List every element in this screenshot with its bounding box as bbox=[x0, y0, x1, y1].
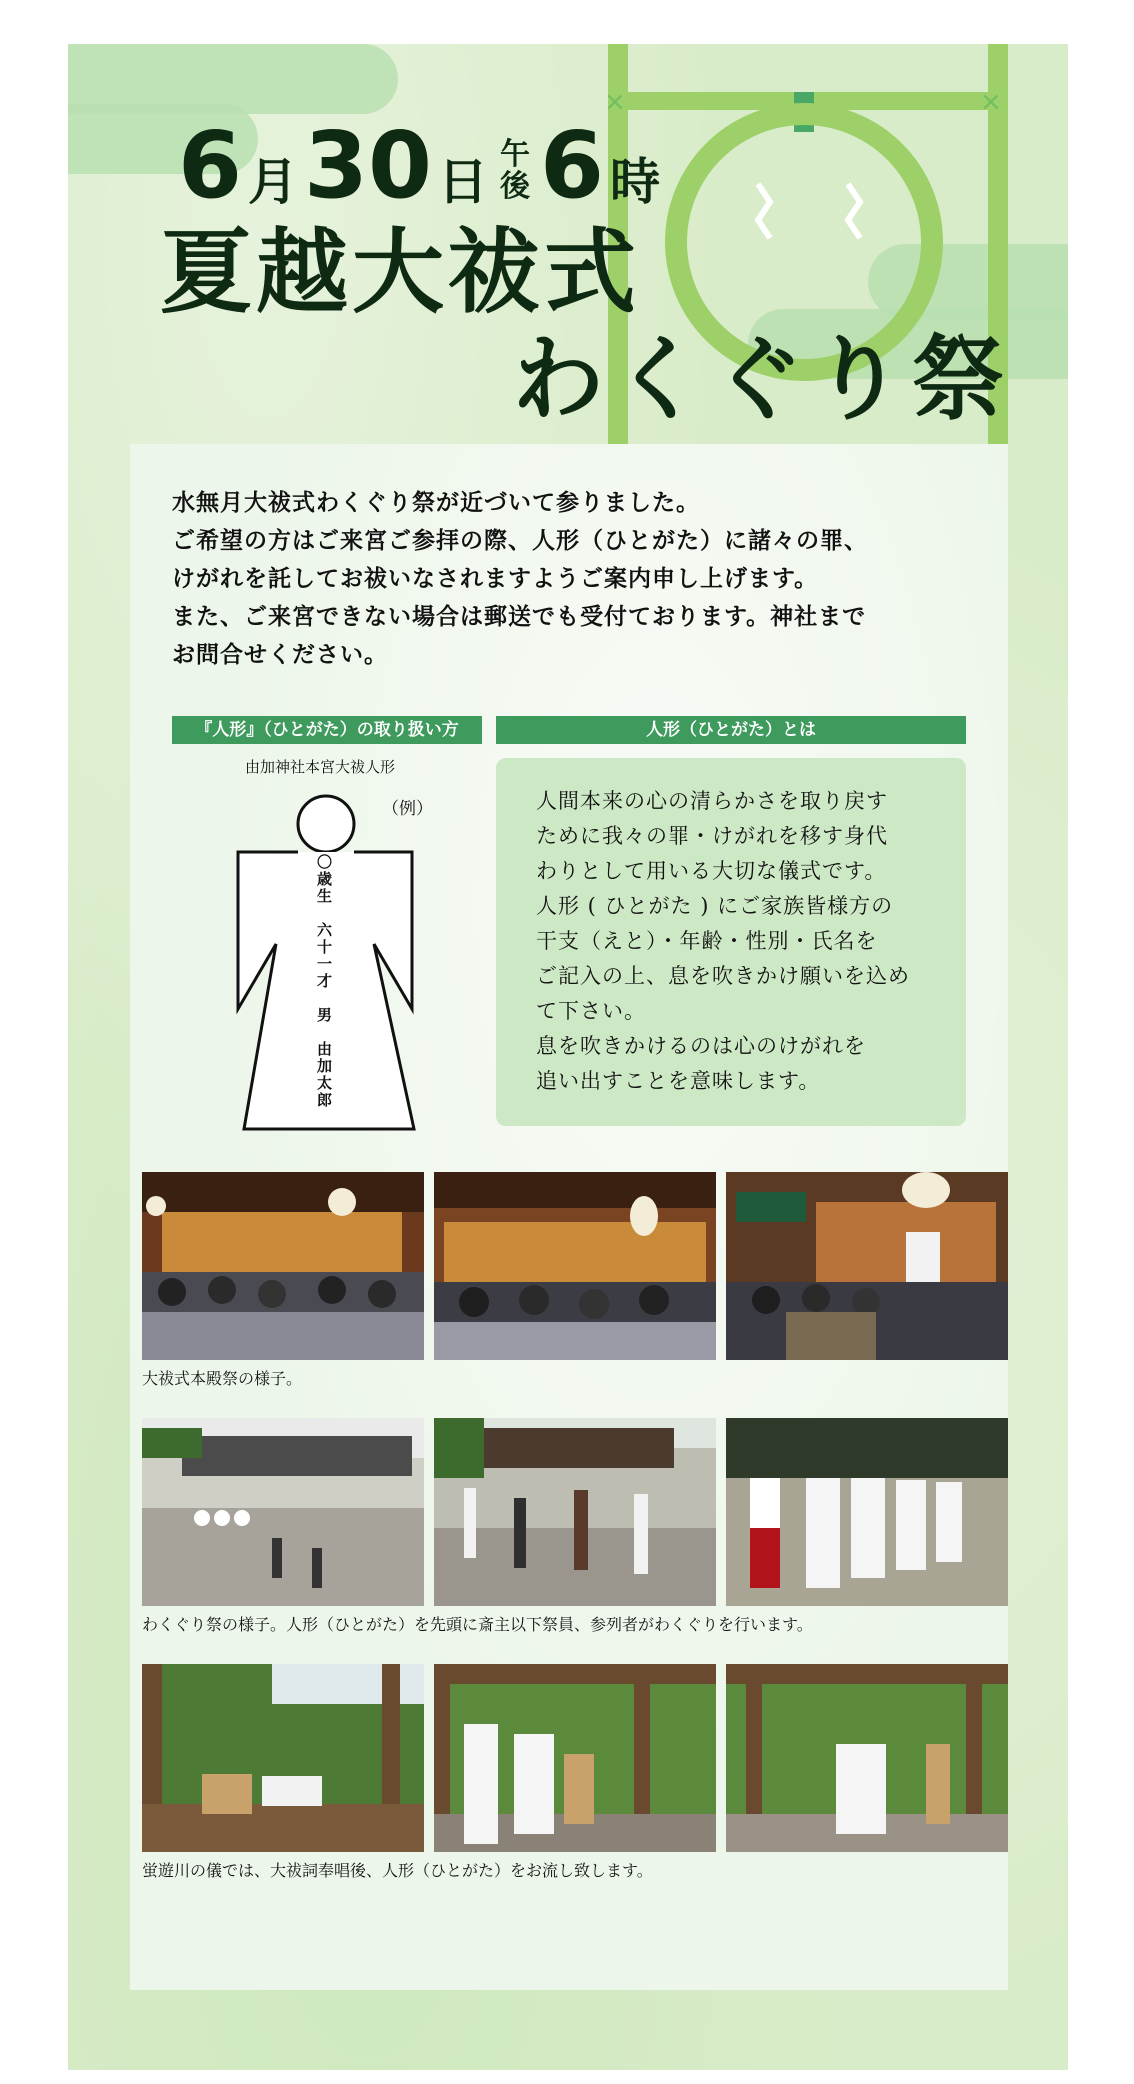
photo-row-wakuguri bbox=[142, 1418, 1008, 1606]
photo-river-altar bbox=[142, 1664, 424, 1852]
photo-river-priest-kneeling bbox=[726, 1664, 1008, 1852]
doll-example-text: 〇歳生 六十一才 男 由加太郎 bbox=[315, 854, 333, 1109]
photo-wakuguri-participants bbox=[434, 1418, 716, 1606]
about-header: 人形（ひとがた）とは bbox=[496, 716, 966, 744]
content-panel bbox=[130, 444, 1008, 1990]
photo-main-hall-worshippers bbox=[434, 1172, 716, 1360]
intro-text: 水無月大祓式わくぐり祭が近づいて参りました。 ご希望の方はご来宮ご参拝の際、人形（ひとがた）に諸々の罪、 けがれを託してお祓いなされますようご案内申し上げます。 また、ご来宮できない場合は郵送でも受付ております。神社まで お問合せください。 bbox=[172, 489, 868, 668]
photo-river-priests-bowing bbox=[434, 1664, 716, 1852]
photo-main-hall-ceremony bbox=[142, 1172, 424, 1360]
time-prefix: 午 後 bbox=[500, 137, 531, 204]
date-month: 6 bbox=[178, 112, 243, 219]
doll-caption: 由加神社本宮大祓人形 bbox=[245, 758, 396, 776]
svg-text:×: × bbox=[980, 87, 1002, 117]
svg-text:×: × bbox=[604, 87, 626, 117]
doll-example-label: （例） bbox=[382, 799, 433, 819]
caption-river-rite: 蛍遊川の儀では、大祓詞奉唱後、人形（ひとがた）をお流し致します。 bbox=[142, 1861, 653, 1880]
photo-row-river-rite bbox=[142, 1664, 1008, 1852]
event-date-time bbox=[178, 92, 661, 219]
photo-main-hall-priests bbox=[726, 1172, 1008, 1360]
handling-header: 『人形』（ひとがた）の取り扱い方 bbox=[172, 716, 482, 744]
caption-main-hall: 大祓式本殿祭の様子。 bbox=[142, 1369, 303, 1388]
date-month-unit: 月 bbox=[248, 152, 299, 211]
caption-wakuguri: わくぐり祭の様子。人形（ひとがた）を先頭に斎主以下祭員、参列者がわくぐりを行います。 bbox=[142, 1615, 813, 1634]
title-line-1: 夏越大祓式 bbox=[160, 218, 641, 326]
photo-row-main-hall bbox=[142, 1172, 1008, 1360]
poster bbox=[68, 44, 1068, 2070]
time-hour: 6 bbox=[540, 112, 605, 219]
about-description-box: 人間本来の心の清らかさを取り戻す ために我々の罪・けがれを移す身代 わりとして用いる大切な儀式です。 人形 ( ひとがた ) にご家族皆様方の 干支（えと）・年齢・性別・氏名を ご記入の上、息を吹きかけ願いを込め て下さい。 息を吹きかけるのは心のけがれを 追い出すことを意味します。 bbox=[496, 758, 966, 1126]
title-line-2: わくぐり祭 bbox=[512, 325, 1013, 433]
photo-wakuguri-grounds bbox=[142, 1418, 424, 1606]
photo-wakuguri-procession bbox=[726, 1418, 1008, 1606]
time-unit: 時 bbox=[610, 152, 661, 211]
date-day: 30 bbox=[304, 112, 433, 219]
date-day-unit: 日 bbox=[438, 152, 489, 211]
